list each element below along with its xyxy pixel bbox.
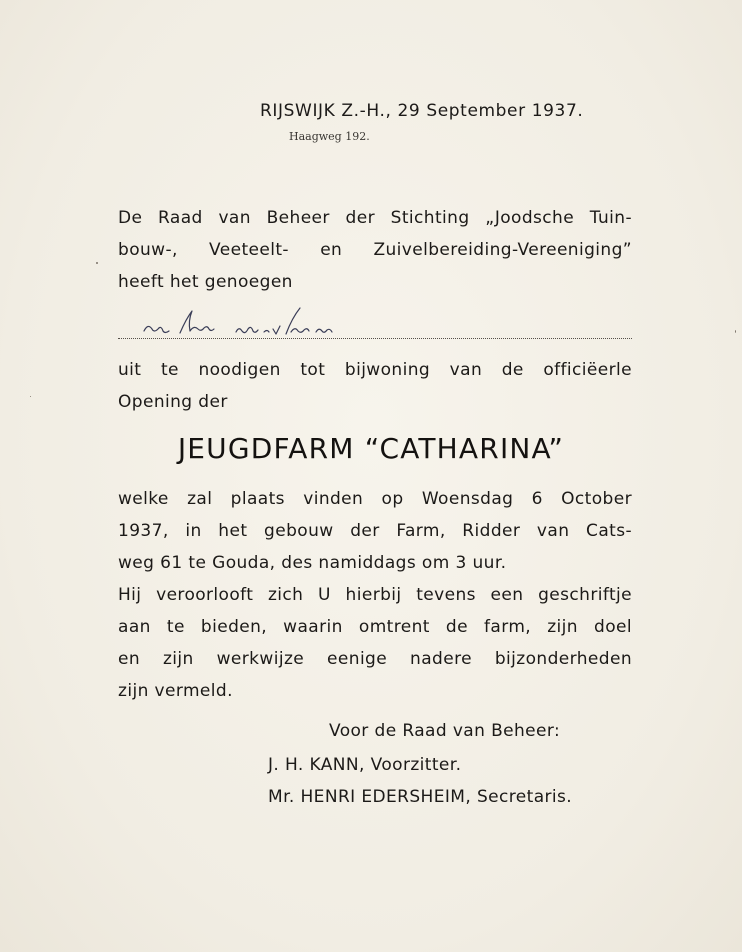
details-line-5: aan te bieden, waarin omtrent de farm, zijn doel [118,617,632,637]
details-line-3: weg 61 te Gouda, des namiddags om 3 uur. [118,553,507,573]
closing-salutation: Voor de Raad van Beheer: [329,721,561,741]
paper-speck [30,396,31,397]
intro-line-1: De Raad van Beheer der Stichting „Joodsche Tuin- [118,208,632,228]
details-line-4: Hij veroorlooft zich U hierbij tevens een geschriftje [118,585,632,605]
signatory-chairman: J. H. KANN, Voorzitter. [268,755,462,775]
handwritten-name-text: den Heer en Mevr. v. Lier [140,305,153,306]
handwritten-invitee-name [140,305,360,341]
address: Haagweg 192. [289,130,370,143]
intro-line-2: bouw-, Veeteelt- en Zuivelbereiding-Vereeniging” [118,240,632,260]
signatory-secretary: Mr. HENRI EDERSHEIM, Secretaris. [268,787,573,807]
invitation-line-2: Opening der [118,392,228,412]
invitation-line-1: uit te noodigen tot bijwoning van de officiëerle [118,360,632,380]
paper-speck [96,262,98,264]
paper-speck [735,330,736,333]
details-line-6: en zijn werkwijze eenige nadere bijzonderheden [118,649,632,669]
event-title: JEUGDFARM “CATHARINA” [177,432,565,465]
details-line-2: 1937, in het gebouw der Farm, Ridder van Cats- [118,521,632,541]
details-line-7: zijn vermeld. [118,681,233,701]
place-and-date: RIJSWIJK Z.-H., 29 September 1937. [260,101,584,121]
intro-line-3: heeft het genoegen [118,272,293,292]
details-line-1: welke zal plaats vinden op Woensdag 6 October [118,489,632,509]
